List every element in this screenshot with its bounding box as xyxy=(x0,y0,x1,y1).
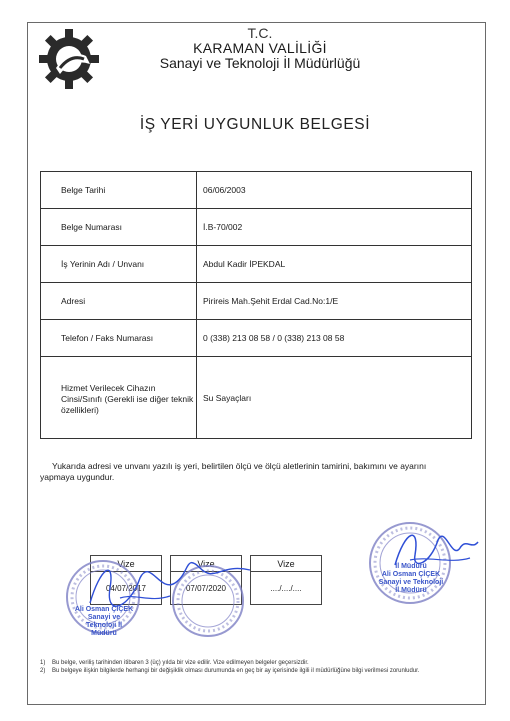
info-row-name xyxy=(41,246,472,283)
info-value: 0 (338) 213 08 58 / 0 (338) 213 08 58 xyxy=(197,320,472,357)
info-label: Adresi xyxy=(41,283,197,320)
ministry-gear-logo-icon xyxy=(38,28,100,90)
info-row-device xyxy=(41,357,472,439)
info-label: Belge Numarası xyxy=(41,209,197,246)
info-label: Telefon / Faks Numarası xyxy=(41,320,197,357)
document-title: İŞ YERİ UYGUNLUK BELGESİ xyxy=(139,116,371,133)
vize-header: Vize xyxy=(171,556,242,572)
info-label: Belge Tarihi xyxy=(41,172,197,209)
info-table xyxy=(40,171,472,439)
right-stamp-org: Sanayi ve Teknoloji İl Müdürü xyxy=(378,579,444,594)
vize-header: Vize xyxy=(91,556,162,572)
vize-header: Vize xyxy=(251,556,322,572)
info-row-date xyxy=(41,172,472,209)
info-label: Hizmet Verilecek Cihazın Cinsi/Sınıfı (Gerekli ise diğer teknik özellikleri) xyxy=(41,357,197,439)
footnotes xyxy=(40,659,460,675)
right-stamp-name: Ali Osman ÇİÇEK xyxy=(381,571,441,578)
left-stamp-name: Ali Osman ÇİÇEK xyxy=(74,606,134,613)
info-label: İş Yerinin Adı / Unvanı xyxy=(41,246,197,283)
statement-text: Yukarıda adresi ve unvanı yazılı iş yeri, belirtilen ölçü ve ölçü aletlerinin tamirini, bakımını ve ayarını yapmaya uygundur. xyxy=(40,461,427,482)
info-row-phone xyxy=(41,320,472,357)
info-value: Su Sayaçları xyxy=(197,357,472,439)
footnote-item: 2) Bu belgeye ilişkin bilgilerde herhangi bir değişiklik olması durumunda en geç bir ay içerisinde ilgili il müdürlüğüne bilgi verilmesi zorunludur. xyxy=(40,668,420,674)
info-row-number xyxy=(41,209,472,246)
info-value: 06/06/2003 xyxy=(197,172,472,209)
signature-icon xyxy=(390,520,480,580)
signature-icon xyxy=(80,548,260,618)
vize-date: 07/07/2020 xyxy=(171,572,242,605)
vize-date: ..../..../.... xyxy=(251,572,322,605)
right-stamp-title: İl Müdürü xyxy=(395,563,427,570)
footnote-item: 1) Bu belge, veriliş tarihinden itibaren 3 (üç) yılda bir vize edilir. Vize edilmeyen belgeler geçersizdir. xyxy=(40,660,309,666)
document-header xyxy=(120,26,400,71)
info-row-address xyxy=(41,283,472,320)
header-tc: T.C. xyxy=(247,25,273,41)
info-value: Abdul Kadir İPEKDAL xyxy=(197,246,472,283)
header-governorship: KARAMAN VALİLİĞİ xyxy=(193,40,327,56)
info-value: İ.B-70/002 xyxy=(197,209,472,246)
vize-date: 04/07/2017 xyxy=(91,572,162,605)
info-value: Pirireis Mah.Şehit Erdal Cad.No:1/E xyxy=(197,283,472,320)
header-directorate: Sanayi ve Teknoloji İl Müdürlüğü xyxy=(159,55,361,71)
left-stamp-title: Sanayi ve Teknoloji İl Müdürü xyxy=(85,614,123,637)
